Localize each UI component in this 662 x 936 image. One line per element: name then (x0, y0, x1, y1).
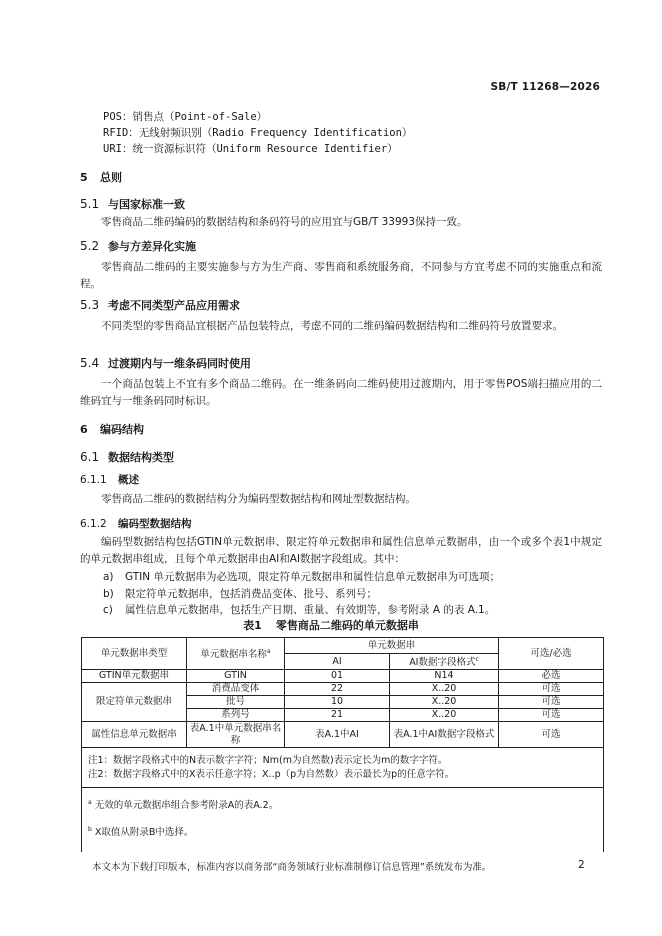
cell-required: 可选 (499, 683, 604, 696)
section-5-2-text: 零售商品二维码的主要实施参与方为生产商、零售商和系统服务商，不同参与方宜考虑不同的实施重点和流程。 (80, 261, 602, 290)
section-5-1-heading: 5.1 与国家标准一致 (80, 197, 185, 211)
cell-format: N14 (390, 670, 499, 683)
table-footnotes (82, 788, 604, 853)
abbr-rfid: RFID：无线射频识别（Radio Frequency Identification） (103, 127, 413, 139)
section-6-1-1-text: 零售商品二维码的数据结构分为编码型数据结构和网址型数据结构。 (101, 493, 416, 505)
table-row (82, 683, 604, 696)
cell-ai: 21 (285, 709, 390, 722)
cell-type: 限定符单元数据串 (82, 683, 187, 722)
cell-name: 表A.1中单元数据串名称 (187, 722, 285, 748)
header-format: AI数据字段格式$^c$ (390, 654, 499, 670)
section-5-1-text: 零售商品二维码编码的数据结构和条码符号的应用宜与GB/T 33993保持一致。 (101, 216, 468, 228)
header-type: 单元数据串类型 (82, 638, 187, 670)
abbr-pos: POS：销售点（Point-of-Sale） (103, 111, 268, 123)
list-item: b) 限定符单元数据串，包括消费品变体、批号、系列号； (103, 588, 377, 600)
list-item: a) GTIN 单元数据串为必选项，限定符单元数据串和属性信息单元数据串为可选项； (103, 571, 500, 583)
table-row (82, 670, 604, 683)
page-footer: 本文本为下载打印版本，标准内容以商务部“商务领域行业标准制修订信息管理”系统发布为准。 (92, 862, 492, 873)
section-6-1-1-heading: 6.1.1 概述 (80, 474, 139, 486)
cell-required: 必选 (499, 670, 604, 683)
table-note: 注1：数据字段格式中的N表示数字字符；Nm(m为自然数)表示定长为m的数字字符。 (88, 754, 448, 766)
chapter-5-heading: 5 总则 (80, 171, 122, 184)
section-6-1-2-text: 编码型数据结构包括GTIN单元数据串、限定符单元数据串和属性信息单元数据串，由一个或多个表1中规定的单元数据串组成，且每个单元数据串由AI和AI数据字段组成。其中： (80, 536, 602, 565)
section-5-4-text: 一个商品包装上不宜有多个商品二维码。在一维条码向二维码使用过渡期内，用于零售POS端扫描应用的二维码宜与一维条码同时标识。 (80, 378, 602, 407)
section-5-4-heading: 5.4 过渡期内与一维条码同时使用 (80, 356, 251, 370)
abbr-uri: URI：统一资源标识符（Uniform Resource Identifier） (103, 143, 398, 155)
data-string-table (81, 637, 604, 852)
cell-required: 可选 (499, 696, 604, 709)
table-row (82, 722, 604, 748)
section-6-1-heading: 6.1 数据结构类型 (80, 450, 174, 464)
table-notes (82, 748, 604, 788)
cell-name: 批号 (187, 696, 285, 709)
table-note: 注2：数据字段格式中的X表示任意字符；X..p（p为自然数）表示最长为p的任意字符。 (88, 768, 455, 780)
cell-ai: 表A.1中AI (285, 722, 390, 748)
cell-name: GTIN (187, 670, 285, 683)
header-name: 单元数据串名称$^a$ (187, 638, 285, 670)
section-6-1-2-heading: 6.1.2 编码型数据结构 (80, 518, 192, 530)
cell-type: 属性信息单元数据串 (82, 722, 187, 748)
header-ai: AI (285, 654, 390, 670)
cell-format: X..20 (390, 683, 499, 696)
cell-type: GTIN单元数据串 (82, 670, 187, 683)
section-5-3-heading: 5.3 考虑不同类型产品应用需求 (80, 298, 240, 312)
chapter-6-heading: 6 编码结构 (80, 423, 144, 436)
cell-name: 消费品变体 (187, 683, 285, 696)
table-caption: 表1 零售商品二维码的单元数据串 (243, 619, 419, 632)
cell-ai: 10 (285, 696, 390, 709)
cell-name: 系列号 (187, 709, 285, 722)
cell-format: 表A.1中AI数据字段格式 (390, 722, 499, 748)
cell-format: X..20 (390, 696, 499, 709)
page-number: 2 (578, 859, 585, 871)
cell-ai: 22 (285, 683, 390, 696)
standard-code: SB/T 11268—2026 (490, 81, 600, 93)
list-item: c) 属性信息单元数据串，包括生产日期、重量、有效期等，参考附录 A 的表 A.1。 (103, 604, 496, 616)
table-footnote: $^a$ 无效的单元数据串组合参考附录A的表A.2。 (88, 799, 279, 812)
cell-required: 可选 (499, 709, 604, 722)
cell-required: 可选 (499, 722, 604, 748)
cell-ai: 01 (285, 670, 390, 683)
table-footnote: $^b$ X取值从附录B中选择。 (88, 826, 194, 839)
header-required: 可选/必选 (499, 638, 604, 670)
section-5-3-text: 不同类型的零售商品宜根据产品包装特点，考虑不同的二维码编码数据结构和二维码符号放置要求。 (101, 320, 563, 332)
section-5-2-heading: 5.2 参与方差异化实施 (80, 239, 196, 253)
header-group: 单元数据串 (285, 638, 499, 654)
cell-format: X..20 (390, 709, 499, 722)
